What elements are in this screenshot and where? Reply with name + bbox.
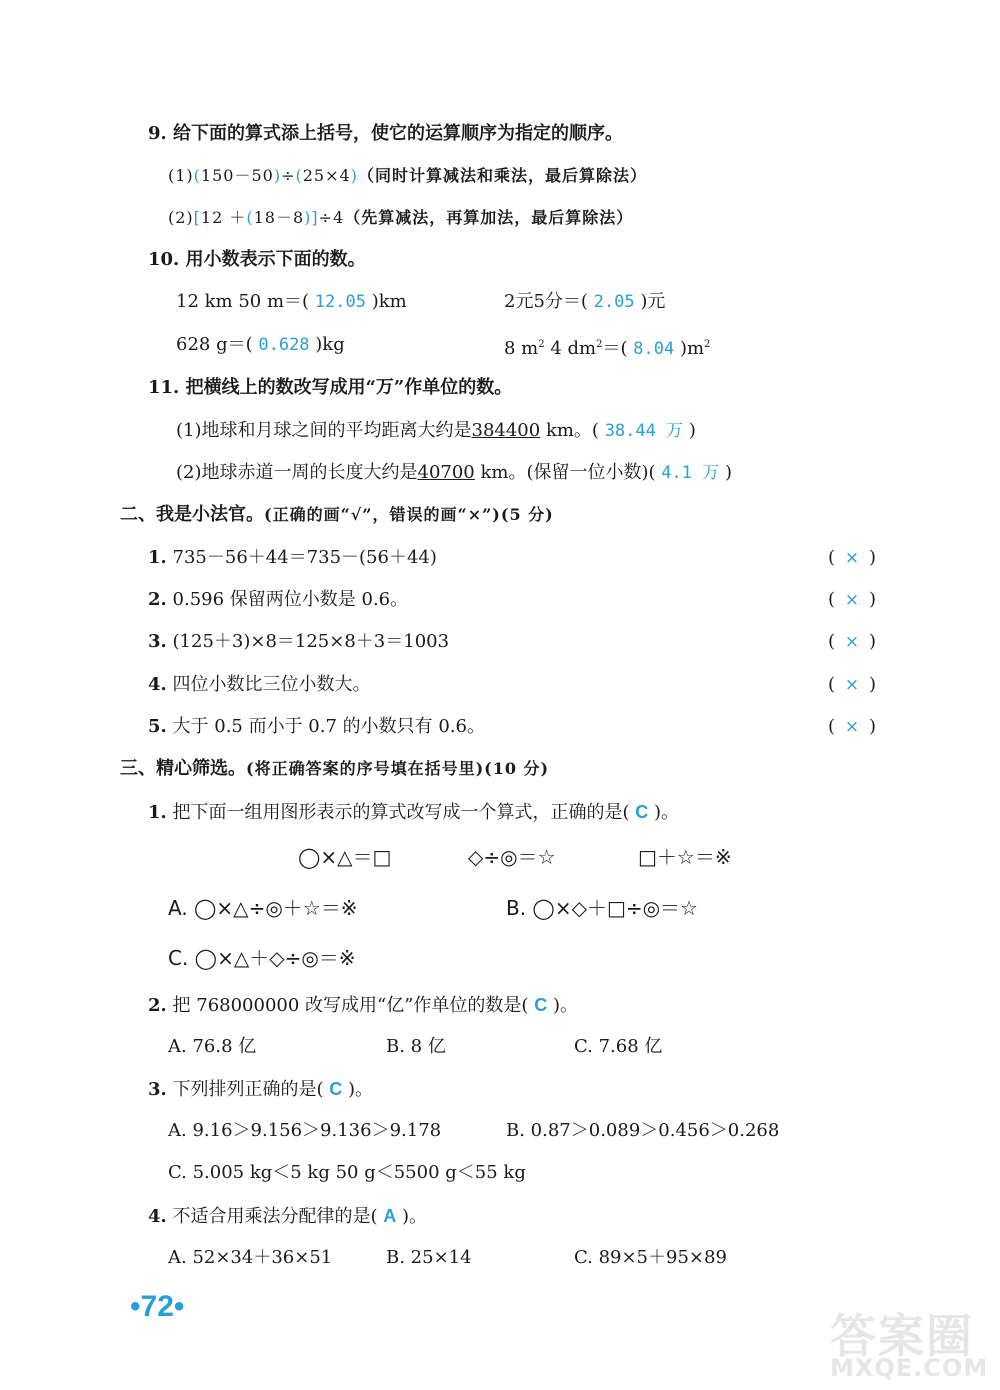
answer-text: 8.04 xyxy=(633,339,675,359)
q10-d xyxy=(504,333,710,361)
superscript: 2 xyxy=(538,339,545,350)
q9-item1-note: （同时计算减法和乘法，最后算除法） xyxy=(357,166,647,185)
shape-equation-1: ◯×△＝□ xyxy=(298,845,392,869)
q10-c xyxy=(176,333,345,357)
q10-a xyxy=(176,290,407,314)
sec2-mark-3: ( × ) xyxy=(828,631,877,652)
q10-d-post: )m xyxy=(679,338,705,359)
sec2-mark-2: ( × ) xyxy=(828,589,877,610)
answer-text: A xyxy=(383,1206,397,1226)
q10-d-part: ＝( xyxy=(602,338,628,359)
answer-text: 4.1 万 xyxy=(661,463,720,483)
option-c: C. 89×5＋95×89 xyxy=(574,1247,727,1268)
item-num: 3. xyxy=(148,1079,167,1100)
answer-mark: × xyxy=(844,632,860,652)
question-text: )。 xyxy=(552,995,578,1016)
inserted-bracket: [ xyxy=(193,208,201,227)
watermark-logo-text: 答案圈 xyxy=(830,1309,974,1363)
q10-c-pre: 628 g＝( xyxy=(176,334,253,355)
item-num: 1. xyxy=(148,547,167,568)
sec3-heading xyxy=(120,757,549,781)
sec3-note: (将正确答案的序号填在括号里)(10 分) xyxy=(246,759,550,778)
sec3-q2 xyxy=(148,993,578,1018)
item-text: (125＋3)×8＝125×8＋3＝1003 xyxy=(166,631,450,652)
answer-text: 0.628 xyxy=(258,335,310,355)
sec2-mark-4: ( × ) xyxy=(828,674,877,695)
q9-item2-expr: ÷4 xyxy=(318,208,345,227)
question-text: )。 xyxy=(654,802,680,823)
option-c: C. ◯×△＋◇÷◎＝※ xyxy=(168,946,356,970)
page-number: •72• xyxy=(130,1290,185,1323)
q11-item2-close: ) xyxy=(724,462,732,483)
q11-item2 xyxy=(176,461,732,485)
question-text: 下列排列正确的是( xyxy=(166,1079,324,1100)
option-a: A. ◯×△÷◎＋☆＝※ xyxy=(168,896,358,920)
superscript: 2 xyxy=(704,339,711,350)
underlined-number: 40700 xyxy=(417,462,475,483)
item-text: 0.596 保留两位小数是 0.6。 xyxy=(166,589,409,610)
inserted-paren: ) xyxy=(273,166,282,185)
answer-text: 38.44 万 xyxy=(604,421,684,441)
superscript: 2 xyxy=(596,339,603,350)
watermark-url: MXQE.COM xyxy=(830,1354,989,1382)
sec3-q3 xyxy=(148,1077,373,1102)
shape-equation-3: □＋☆＝※ xyxy=(638,845,732,869)
item-num: 5. xyxy=(148,716,167,737)
answer-mark: × xyxy=(844,675,860,695)
q11-item1-post: km。( xyxy=(540,420,599,441)
inserted-paren: ( xyxy=(246,208,254,227)
sec2-heading xyxy=(120,503,554,527)
q9-item2-note: （先算减法，再算加法，最后算除法） xyxy=(344,208,634,227)
question-text: )。 xyxy=(348,1079,374,1100)
option-c: C. 7.68 亿 xyxy=(574,1036,663,1057)
q9-title-text: 9. 给下面的算式添上括号，使它的运算顺序为指定的顺序。 xyxy=(148,123,624,144)
answer-text: C xyxy=(329,1079,343,1099)
sec3-title: 三、精心筛选。 xyxy=(120,758,246,779)
item-num: 1. xyxy=(148,802,167,823)
answer-text: 2.05 xyxy=(593,292,635,312)
answer-mark: × xyxy=(844,548,860,568)
q9-item1-op: ÷ xyxy=(281,166,296,185)
inserted-bracket: ] xyxy=(311,208,319,227)
q11-item2-pre: (2)地球赤道一周的长度大约是 xyxy=(176,462,418,483)
q10-b-post: )元 xyxy=(640,291,666,312)
answer-mark: × xyxy=(844,590,860,610)
sec3-q1 xyxy=(148,800,679,825)
answer-text: 12.05 xyxy=(314,292,366,312)
sec2-mark-5: ( × ) xyxy=(828,716,877,737)
answer-mark: × xyxy=(844,717,860,737)
inserted-paren: ) xyxy=(350,166,358,185)
q10-b-pre: 2元5分＝( xyxy=(504,291,588,312)
q9-item2-expr: 18－8 xyxy=(253,208,305,227)
option-b: B. 0.87＞0.089＞0.456＞0.268 xyxy=(506,1120,780,1141)
q9-item2 xyxy=(168,206,633,230)
sec2-item-2 xyxy=(148,588,408,612)
sec2-item-4 xyxy=(148,673,371,697)
q9-item1-expr: 150－50 xyxy=(200,166,274,185)
item-num: 2. xyxy=(148,995,167,1016)
option-b: B. ◯×◇＋□÷◎＝☆ xyxy=(506,896,698,920)
q9-title xyxy=(148,122,623,146)
q10-d-part: 8 m xyxy=(504,338,539,359)
inserted-paren: ( xyxy=(295,166,303,185)
q10-b xyxy=(504,290,665,314)
item-num: 4. xyxy=(148,1206,167,1227)
option-a: A. 76.8 亿 xyxy=(168,1036,257,1057)
q11-item2-post: km。(保留一位小数)( xyxy=(474,462,656,483)
q9-item2-num: (2) xyxy=(168,208,194,227)
q9-item1-num: (1) xyxy=(168,166,194,185)
q11-title xyxy=(148,376,512,400)
item-text: 大于 0.5 而小于 0.7 的小数只有 0.6。 xyxy=(166,716,486,737)
q10-title xyxy=(148,248,366,272)
q10-a-pre: 12 km 50 m＝( xyxy=(176,291,310,312)
question-text: 把下面一组用图形表示的算式改写成一个算式，正确的是( xyxy=(166,802,630,823)
q10-title-text: 10. 用小数表示下面的数。 xyxy=(148,249,366,270)
option-a: A. 52×34＋36×51 xyxy=(168,1247,333,1268)
q11-title-text: 11. 把横线上的数改写成用“万”作单位的数。 xyxy=(148,377,513,398)
q11-item1-close: ) xyxy=(688,420,696,441)
inserted-paren: ) xyxy=(304,208,312,227)
option-b: B. 25×14 xyxy=(386,1247,472,1268)
question-text: )。 xyxy=(402,1206,428,1227)
q11-item1-pre: (1)地球和月球之间的平均距离大约是 xyxy=(176,420,472,441)
option-c: C. 5.005 kg＜5 kg 50 g＜5500 g＜55 kg xyxy=(168,1162,526,1183)
q10-c-post: )kg xyxy=(315,334,345,355)
q11-item1 xyxy=(176,419,696,443)
q10-d-part: 4 dm xyxy=(544,338,597,359)
q10-a-post: )km xyxy=(371,291,407,312)
sec2-item-5 xyxy=(148,715,485,739)
sec2-title: 二、我是小法官。 xyxy=(120,504,264,525)
q9-item1-expr: 25×4 xyxy=(302,166,351,185)
inserted-paren: ( xyxy=(193,166,201,185)
sec2-item-1 xyxy=(148,546,437,570)
shape-equation-2: ◇÷◎＝☆ xyxy=(468,845,556,869)
option-b: B. 8 亿 xyxy=(386,1036,446,1057)
item-text: 四位小数比三位小数大。 xyxy=(166,674,371,695)
question-text: 不适合用乘法分配律的是( xyxy=(166,1206,378,1227)
sec3-q4 xyxy=(148,1204,427,1229)
item-num: 4. xyxy=(148,674,167,695)
answer-text: C xyxy=(635,802,649,822)
underlined-number: 384400 xyxy=(471,420,541,441)
watermark xyxy=(790,1300,990,1384)
item-num: 3. xyxy=(148,631,167,652)
q9-item1 xyxy=(168,164,647,188)
item-text: 735－56＋44＝735－(56＋44) xyxy=(166,547,437,568)
sec2-mark-1: ( × ) xyxy=(828,547,877,568)
sec2-note: (正确的画“√”，错误的画“×”)(5 分) xyxy=(264,505,554,524)
answer-text: C xyxy=(534,995,548,1015)
q9-item2-expr: 12 ＋ xyxy=(200,208,247,227)
sec2-item-3 xyxy=(148,630,449,654)
item-num: 2. xyxy=(148,589,167,610)
option-a: A. 9.16＞9.156＞9.136＞9.178 xyxy=(168,1120,442,1141)
question-text: 把 768000000 改写成用“亿”作单位的数是( xyxy=(166,995,529,1016)
